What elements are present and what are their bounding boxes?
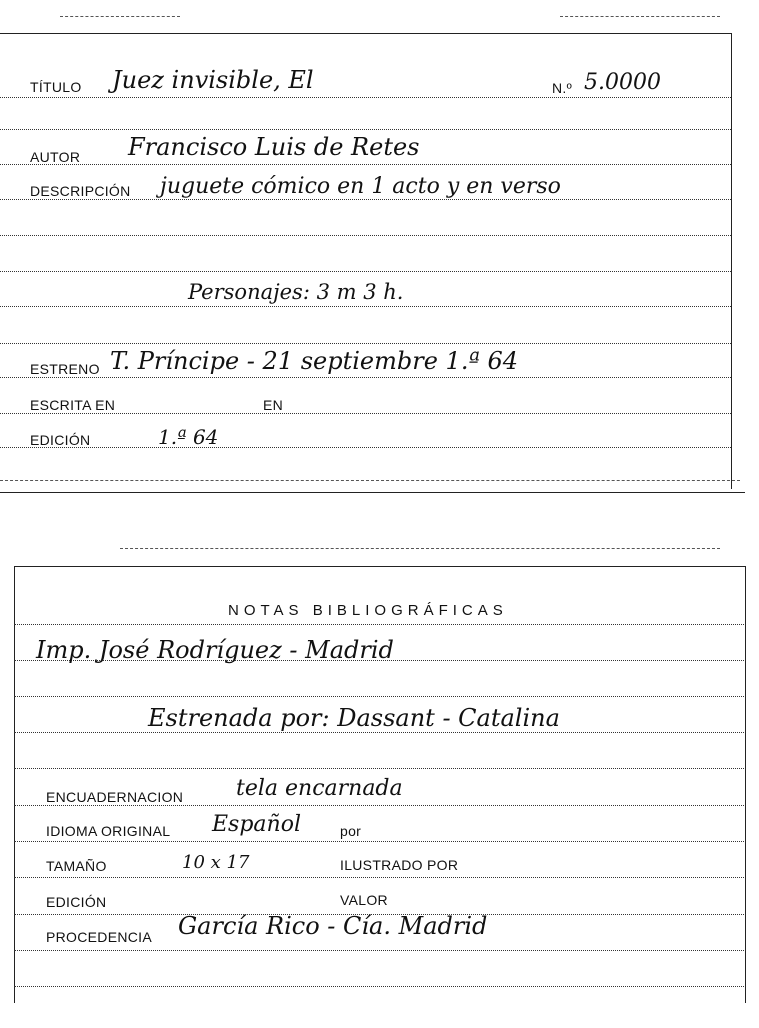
rule	[14, 624, 744, 625]
valor-label: VALOR	[340, 892, 388, 908]
rule	[14, 841, 744, 842]
rule	[0, 377, 731, 378]
personajes-value: Personajes: 3 m 3 h.	[188, 280, 404, 304]
nota-estreno: Estrenada por: Dassant - Catalina	[148, 704, 560, 732]
descripcion-label: DESCRIPCIÓN	[30, 183, 131, 199]
edicion-label: EDICIÓN	[30, 432, 91, 448]
idioma-value: Español	[212, 812, 301, 837]
rule	[0, 199, 731, 200]
scan-noise	[120, 548, 720, 549]
procedencia-value: García Rico - Cía. Madrid	[178, 912, 488, 940]
numero-label: N.º	[552, 80, 573, 96]
rule	[0, 235, 731, 236]
rule	[0, 413, 731, 414]
rule	[0, 97, 731, 98]
autor-value: Francisco Luis de Retes	[128, 133, 420, 161]
descripcion-value: juguete cómico en 1 acto y en verso	[160, 174, 561, 199]
tamano-label: TAMAÑO	[46, 858, 107, 874]
rule	[0, 306, 731, 307]
ilustrado-label: ILUSTRADO POR	[340, 857, 459, 873]
rule	[14, 950, 744, 951]
rule	[14, 805, 744, 806]
rule	[14, 768, 744, 769]
titulo-value: Juez invisible, El	[112, 66, 314, 94]
edicion-value: 1.ª 64	[158, 425, 219, 449]
procedencia-label: PROCEDENCIA	[46, 929, 152, 945]
numero-value: 5.0000	[584, 70, 661, 95]
rule	[14, 732, 744, 733]
titulo-label: TÍTULO	[30, 79, 82, 95]
estreno-value: T. Príncipe - 21 septiembre 1.ª 64	[110, 347, 519, 375]
idioma-label: IDIOMA ORIGINAL	[46, 823, 171, 839]
separator-line	[0, 492, 745, 493]
rule	[0, 343, 731, 344]
encuadernacion-value: tela encarnada	[236, 776, 403, 801]
catalog-card-top	[0, 33, 732, 489]
rule	[0, 447, 731, 448]
autor-label: AUTOR	[30, 149, 81, 165]
en-label: EN	[263, 397, 284, 413]
rule	[14, 986, 744, 987]
rule	[14, 696, 744, 697]
notas-heading: NOTAS BIBLIOGRÁFICAS	[228, 602, 508, 619]
edicion2-label: EDICIÓN	[46, 894, 107, 910]
encuadernacion-label: ENCUADERNACION	[46, 789, 184, 805]
rule	[0, 271, 731, 272]
scan-noise	[560, 16, 720, 17]
rule	[0, 164, 731, 165]
nota-imprenta: Imp. José Rodríguez - Madrid	[36, 636, 394, 664]
rule	[0, 129, 731, 130]
estreno-label: ESTRENO	[30, 361, 100, 377]
tamano-value: 10 x 17	[182, 852, 250, 873]
escrita-en-label: ESCRITA EN	[30, 397, 116, 413]
rule	[14, 877, 744, 878]
por-label: por	[340, 823, 362, 839]
scan-noise	[0, 480, 740, 481]
scan-noise	[60, 16, 180, 17]
